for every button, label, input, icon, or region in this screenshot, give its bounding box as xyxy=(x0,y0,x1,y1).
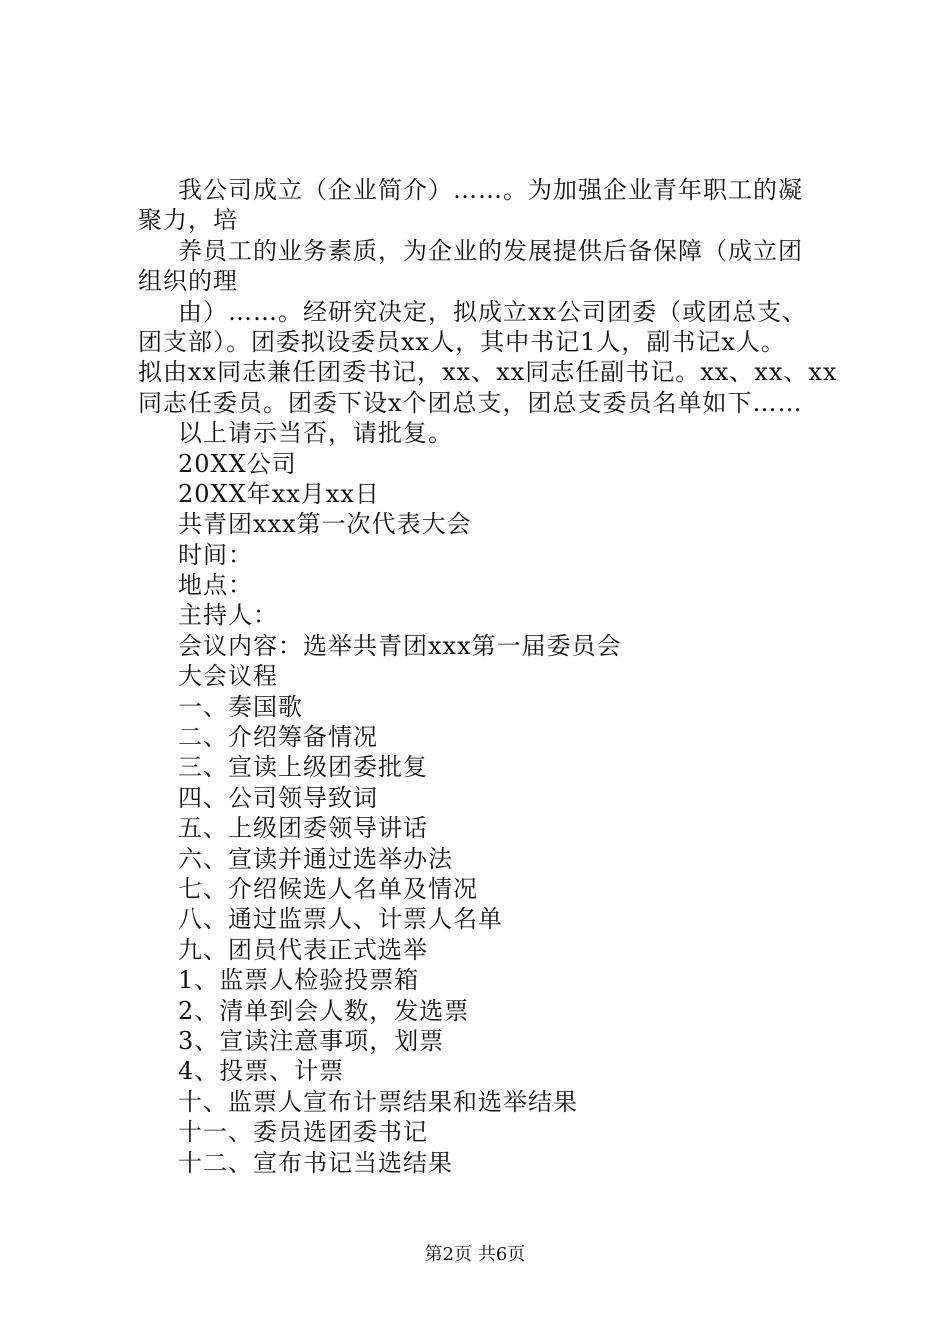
agenda-item: 二、介绍筹备情况 xyxy=(178,723,378,752)
meeting-content: 会议内容：选举共青团xxx第一届委员会 xyxy=(178,631,622,660)
agenda-item: 八、通过监票人、计票人名单 xyxy=(178,905,503,934)
agenda-subitem: 2、清单到会人数，发选票 xyxy=(178,996,470,1025)
agenda-item: 十二、宣布书记当选结果 xyxy=(178,1148,453,1177)
agenda-item: 十、监票人宣布计票结果和选举结果 xyxy=(178,1087,578,1116)
page-number-footer: 第2页 共6页 xyxy=(424,1244,526,1265)
agenda-item: 九、团员代表正式选举 xyxy=(178,935,428,964)
paragraph-line: 我公司成立（企业简介）……。为加强企业青年职工的凝 xyxy=(178,176,803,204)
agenda-heading: 大会议程 xyxy=(178,662,278,691)
agenda-item: 六、宣读并通过选举办法 xyxy=(178,844,453,873)
company-signature: 20XX公司 xyxy=(178,449,297,478)
agenda-item: 四、公司领导致词 xyxy=(178,783,378,812)
paragraph-line: 拟由xx同志兼任团委书记，xx、xx同志任副书记。xx、xx、xx xyxy=(138,358,838,387)
meeting-title: 共青团xxx第一次代表大会 xyxy=(178,510,472,539)
agenda-item: 一、奏国歌 xyxy=(178,692,303,721)
agenda-item: 三、宣读上级团委批复 xyxy=(178,753,428,782)
meeting-host-label: 主持人： xyxy=(178,601,278,630)
agenda-subitem: 1、监票人检验投票箱 xyxy=(178,966,420,995)
paragraph-line: 由）……。经研究决定，拟成立xx公司团委（或团总支、 xyxy=(178,297,808,326)
request-line: 以上请示当否，请批复。 xyxy=(178,419,453,448)
agenda-subitem: 3、宣读注意事项，划票 xyxy=(178,1026,445,1055)
agenda-subitem: 4、投票、计票 xyxy=(178,1057,345,1086)
agenda-item: 七、介绍候选人名单及情况 xyxy=(178,874,478,903)
agenda-item: 五、上级团委领导讲话 xyxy=(178,814,428,843)
document-body xyxy=(138,175,838,1178)
agenda-item: 十一、委员选团委书记 xyxy=(178,1118,428,1147)
paragraph-line: 同志任委员。团委下设x个团总支，团总支委员名单如下…… xyxy=(138,388,803,417)
meeting-time-label: 时间： xyxy=(178,540,253,569)
document-date: 20XX年xx月xx日 xyxy=(178,479,380,508)
paragraph-line: 团支部）。团委拟设委员xx人，其中书记1人，副书记x人。 xyxy=(138,327,786,356)
paragraph-line: 养员工的业务素质，为企业的发展提供后备保障（成立团 xyxy=(178,236,803,265)
paragraph-line: 聚力，培 xyxy=(138,206,238,235)
paragraph-line: 组织的理 xyxy=(138,267,238,296)
meeting-place-label: 地点： xyxy=(178,571,253,600)
